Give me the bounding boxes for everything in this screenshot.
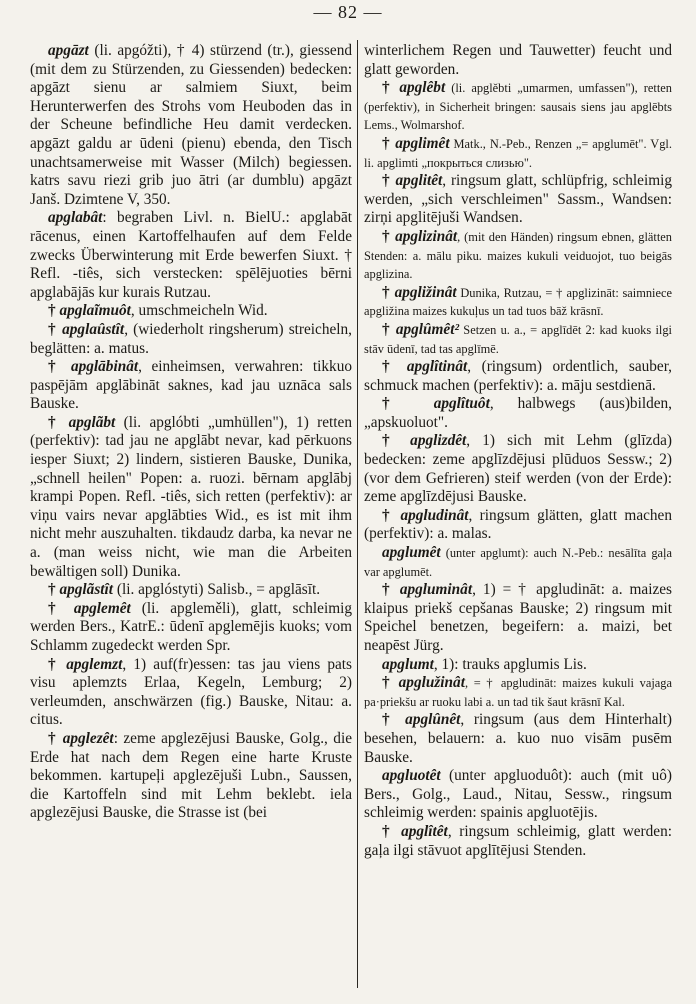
column-divider: [357, 40, 358, 988]
entry-headword: apglemzt: [66, 655, 123, 673]
entry-headword: apgāzt: [48, 42, 89, 59]
entry-headword: apglizinât: [395, 227, 458, 245]
dictionary-entry: [364, 321, 672, 358]
dagger-mark: †: [382, 79, 400, 97]
dictionary-entry: [30, 209, 352, 302]
dagger-mark: †: [382, 320, 396, 338]
entry-headword: apglizdêt: [410, 432, 467, 450]
entry-headword: apglaĩmuôt: [59, 302, 131, 320]
dictionary-entry: [364, 395, 672, 432]
dictionary-entry: [364, 674, 672, 711]
entry-definition: , 1) auf(fr)essen: tas jau viens pats visu aplemzts Erlaa, Kegeln, Lemburg; 2) verleumden, anschwärzen (fig.) Bauske, Nitau: a. citus.: [30, 655, 352, 729]
dagger-mark: †: [382, 581, 400, 599]
dagger-mark: †: [382, 711, 406, 729]
entry-definition: : zeme apglezējusi Bauske, Golg., die Erde hat nach dem Regen eine harte Kruste bekommen. kartupeļi apglezējuši Lubn., Saussen, die Kartoffeln sind mit Lehm beklebt. iela apglezējusi Bauske, die Strasse ist (bei: [30, 729, 352, 822]
entry-headword: apglumêt: [382, 544, 441, 562]
dictionary-entry: [364, 432, 672, 506]
entry-definition: Setzen u. a., = apglīdēt 2: kad kuoks ilgi stāv ūdenī, tad tas apglīmē.: [364, 322, 672, 356]
entry-headword: apglûmêt²: [395, 320, 460, 338]
dictionary-entry: [30, 600, 352, 656]
dictionary-entry: [364, 42, 672, 79]
entry-headword: apglãbt: [68, 413, 116, 431]
entry-definition: , ringsum glätten, glatt machen (perfektiv): a. malas.: [364, 506, 672, 543]
dictionary-entry: [30, 321, 352, 358]
entry-headword: apglêbt: [399, 79, 446, 97]
entry-definition: , (ringsum) ordentlich, sauber, schmuck machen (perfektiv): a. māju sestdienā.: [364, 358, 672, 394]
entry-headword: apglîtinât: [406, 358, 468, 376]
entry-headword: apglužinât: [398, 674, 465, 692]
dictionary-entry: [30, 730, 352, 823]
dagger-mark: †: [48, 581, 60, 599]
entry-headword: apglabât: [48, 209, 103, 227]
dagger-mark: †: [382, 283, 395, 301]
dagger-mark: †: [382, 432, 411, 450]
entry-headword: apglîtêt: [401, 822, 448, 840]
dictionary-entry: [30, 42, 352, 209]
dagger-mark: †: [48, 655, 67, 673]
dictionary-entry: [364, 228, 672, 284]
dictionary-entry: [364, 79, 672, 135]
dagger-mark: †: [382, 358, 407, 376]
entry-definition: , = † apgludināt: maizes kukuli vajaga pa·priekšu ar ruoku labi a. un tad tik šaut krāsnī Kal.: [364, 676, 672, 709]
entry-headword: apglitêt: [395, 172, 443, 190]
dagger-mark: †: [382, 395, 434, 413]
dagger-mark: †: [382, 822, 402, 840]
entry-definition: , halbwegs (aus)bilden, „apskuoluot".: [364, 395, 672, 431]
dictionary-entry: [364, 581, 672, 655]
entry-headword: apgluotêt: [382, 767, 441, 785]
dictionary-entry: [30, 358, 352, 414]
entry-definition: (li. apgleměli), glatt, schleimig werden Bers., KatrE.: ūdenī apglemējis kuoks; vom Schlamm zugedeckt werden Spr.: [30, 599, 352, 654]
entry-definition: (li. apgóžti), † 4) stürzend (tr.), giessend (mit dem zu Stürzenden, zu Giessenden) bedecken: apgāzt sienu ar salmiem Siuxt, beim Herunterwerfen des Strohs vom Heuboden das in der Scheune befindliche Heu damit verdecken. apgāzt galdu ar ūdeni (pienu) ebenda, den Tisch unachtsamerweise mit Wasser (Milch) begiessen. katrs savu riezi grib juo ātri (ar dumblu) apgāzt Janš. Dzimtene V, 350.: [30, 42, 352, 208]
dictionary-entry: [364, 767, 672, 823]
dictionary-entry: [364, 358, 672, 395]
dagger-mark: †: [382, 227, 396, 245]
dictionary-entry: [364, 172, 672, 228]
entry-headword: apglimêt: [395, 134, 450, 152]
entry-headword: apglumt: [382, 655, 434, 673]
entry-definition: (unter apgluoduôt): auch (mit uô) Bers., Golg., Laud., Nitau, Sessw., ringsum schleimig werden: spainis apgluotējis.: [364, 767, 672, 822]
entry-definition: winterlichem Regen und Tauwetter) feucht und glatt geworden.: [364, 42, 672, 78]
dagger-mark: †: [48, 729, 63, 747]
entry-definition: , ringsum schleimig, glatt werden: gaļa ilgi stāvuot apglītējusi Stenden.: [364, 822, 672, 859]
entry-definition: : begraben Livl. n. BielU.: apglabāt rācenus, einen Kartoffelhaufen auf dem Felde zwecks Überwinterung mit Erde bewerfen Siuxt. † Refl. -tiês, sich verstecken: spēlējuoties bērni apglabājās kur kurais Rutzau.: [30, 209, 352, 301]
dictionary-entry: [364, 711, 672, 767]
entry-definition: Matk., N.-Peb., Renzen „= apglumēt". Vgl. li. apglimti „покрыться слизью".: [364, 136, 672, 170]
dagger-mark: †: [48, 413, 69, 431]
entry-headword: apgluminât: [399, 581, 473, 599]
entry-headword: apglezêt: [62, 729, 114, 747]
entry-definition: , (mit den Händen) ringsum ebnen, glätten Stenden: a. mālu piku. maizes kukuli veiduojot, tuo beigās apglizina.: [364, 229, 672, 282]
dictionary-entry: [364, 823, 672, 860]
entry-definition: (li. apglóstyti) Salisb., = apglāsīt.: [113, 581, 321, 599]
entry-headword: apglemêt: [73, 599, 131, 617]
entry-definition: (li. apglóbti „umhüllen"), 1) retten (perfektiv): tad jau ne apglābt nevar, kad pērkuons iesper Siuxt; 2) lindern, sistieren Bauske, Dunika, „schnell heilen" Popen: a. ruozi. bērnam apglābj krampi Popen. Refl. -tiês, sich retten (perfektiv): ar viņu vairs nevar apglābties Wid., es ist mit ihm nicht mehr auszuhalten. tikdaudz darba, ka nevar ne a. (man weiss nicht, wie man die Arbeiten bewältigen soll) Dunika.: [30, 413, 352, 580]
entry-definition: , ringsum (aus dem Hinterhalt) besehen, belauern: a. kuo nuo visām pusēm Bauske.: [364, 711, 672, 766]
entry-headword: apglābinât: [70, 358, 139, 376]
dagger-mark: †: [48, 358, 71, 376]
dagger-mark: †: [382, 134, 396, 152]
entry-definition: , (wiederholt ringsherum) streicheln, beglätten: a. matus.: [30, 320, 353, 357]
dictionary-entry: [30, 414, 352, 581]
dagger-mark: †: [382, 172, 396, 190]
dagger-mark: †: [382, 674, 399, 692]
entry-headword: apglîtuôt: [433, 395, 490, 413]
entry-definition: (unter apglumt): auch N.-Peb.: nesālīta gaļa var apglumēt.: [364, 546, 672, 579]
dictionary-entry: [364, 284, 672, 321]
dictionary-entry: [30, 581, 352, 600]
dictionary-entry: [364, 656, 672, 675]
dictionary-entry: [364, 507, 672, 544]
entry-definition: , einheimsen, verwahren: tikkuo paspējām apglābināt saknes, kad jau uznāca sals Bauske.: [30, 358, 352, 413]
entry-definition: , ringsum glatt, schlüpfrig, schleimig werden, „sich verschleimen" Sassm., Wandsen: zirņi apglitējuši Wandsen.: [364, 172, 672, 227]
dictionary-entry: [30, 302, 352, 321]
entry-definition: Dunika, Rutzau, = † apglizināt: saimniece apgližina maizes kukuļus un tad tuos bāž krāsnī.: [364, 285, 672, 319]
entry-definition: , 1) = † apgludināt: a. maizes klaipus priekš cepšanas Bauske; 2) ringsum mit Speichel benetzen, begeifern: a. maizi, bet neapēst Jürg.: [364, 581, 672, 654]
dagger-mark: †: [382, 506, 401, 524]
right-column: [364, 42, 672, 860]
entry-definition: (li. apglěbti „umarmen, umfassen"), retten (perfektiv), in Sicherheit bringen: sausais siens jau apglēbts Lems., Wolmarshof.: [364, 81, 672, 133]
entry-headword: apglãstît: [59, 581, 114, 599]
dagger-mark: †: [48, 320, 63, 338]
entry-headword: apglûnêt: [405, 711, 461, 729]
entry-definition: , umschmeicheln Wid.: [130, 302, 268, 320]
entry-headword: apgližinât: [394, 283, 457, 301]
dictionary-entry: [364, 544, 672, 581]
dagger-mark: †: [48, 302, 60, 320]
entry-headword: apgludinât: [400, 506, 469, 524]
entry-definition: , 1) sich mit Lehm (glīzda) bedecken: zeme apglīzdējusi plūduos Sessw.; 2) (vor dem Gefrieren) steif werden (von der Erde): zeme apglīzdējusi Bauske.: [364, 432, 672, 506]
dictionary-entry: [364, 135, 672, 172]
entry-headword: apglaûstît: [62, 320, 125, 338]
dagger-mark: †: [48, 599, 74, 617]
dictionary-entry: [30, 656, 352, 730]
left-column: [30, 42, 352, 823]
entry-definition: , 1): trauks apglumis Lis.: [433, 655, 587, 673]
page-number: — 82 —: [313, 2, 383, 22]
